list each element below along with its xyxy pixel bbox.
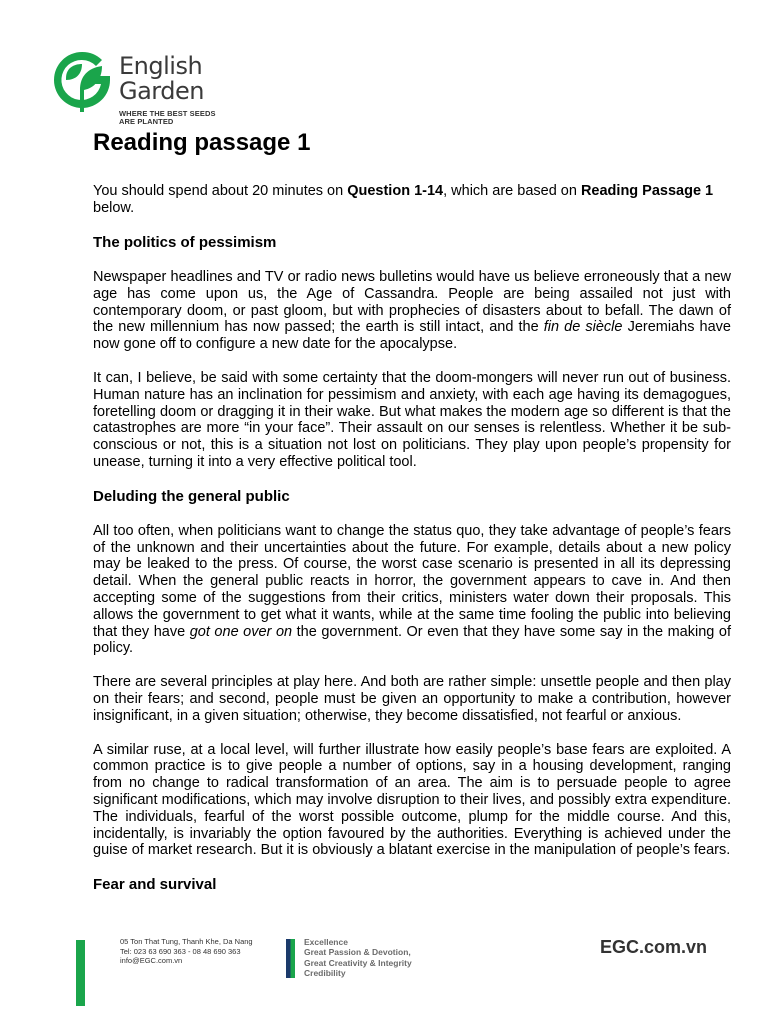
intro-question-range: Question 1-14 [347,183,444,199]
footer-email-line: info@EGC.com.vn [120,956,183,965]
instructions [93,183,731,217]
logo-tagline [119,110,216,126]
footer-address-line: 05 Ton That Tung, Thanh Khe, Da Nang [120,937,253,946]
footer-website: EGC.com.vn [600,937,708,957]
paragraph-text: the government. Or even that they have some say in the making of policy. [93,623,732,657]
logo-name-line1: English [119,52,203,80]
intro-text: below. [93,200,135,216]
paragraph-text: Jeremiahs have now gone off to configure a new date for the apocalypse. [93,319,731,353]
paragraph-text: Newspaper headlines and TV or radio news bulletins would have us believe erroneously that a new age has come upon us, the Age of Cassandra. People are being assailed not just with contemporary doom, or past gloom, but with prophecies of disasters about to befall. The dawn of the new millennium has now passed; the earth is still intact, and the [93,269,731,336]
intro-passage-name: Reading Passage 1 [580,183,714,199]
footer-values-bar [286,939,295,978]
section-heading-politics: The politics of pessimism [93,234,277,251]
paragraph: It can, I believe, be said with some certainty that the doom-mongers will never run out of business. Human nature has an inclination for pessimism and anxiety, with each age having its demagogues, foretelling doom or dragging it in their wake. But what makes the modern age so different is that the catastrophes are more “in your face”. Their assault on our senses is relentless. Whether it be sub-conscious or not, this is a situation not lost on politicians. They play upon people’s propensity for unease, turning it into a very effective political tool. [93,369,731,470]
footer-value-line: Great Passion & Devotion, [304,947,411,958]
paragraph: A similar ruse, at a local level, will further illustrate how easily people’s base fears are exploited. A common practice is to give people a number of options, say in a housing development, ranging from no change to radical transformation of an area. The aim is to persuade people to agree significant modifications, which may involve disruption to their lives, and possibly extra expenditure. The individuals, fearful of the worst possible outcome, plump for the middle course. And this, incidentally, is invariably the option favoured by the authorities. Everything is achieved under the guise of market research. But it is obviously a blatant exercise in the manipulation of people’s fears. [93,741,731,859]
intro-text: , which are based on [443,183,581,199]
logo-name-line2: Garden [119,77,204,105]
page-title: Reading passage 1 [93,129,311,156]
paragraph: There are several principles at play here. And both are rather simple: unsettle people and then play on their fears; and second, people must be given an opportunity to make a contribution, however insignificant, in a given situation; otherwise, they become dissatisfied, not fearful or anxious. [93,674,731,724]
section-heading-deluding: Deluding the general public [93,487,290,505]
footer-values [304,937,412,978]
paragraph [93,523,731,657]
footer-value-line: Excellence [304,937,348,947]
footer-address [120,937,253,966]
paragraph-italic: fin de siècle [543,319,623,336]
footer-value-line: Great Creativity & Integrity [304,957,412,968]
footer-phone-line: Tel: 023 63 690 363 - 08 48 690 363 [120,946,241,956]
leaf-logo-icon [52,50,112,114]
logo-tagline-line2: ARE PLANTED [119,117,174,126]
paragraph-italic: got one over on [189,623,293,640]
intro-text: You should spend about 20 minutes on [93,183,348,199]
page-footer [0,930,768,1024]
logo-tagline-line1: WHERE THE BEST SEEDS [119,109,216,118]
footer-green-bar [76,940,85,1006]
footer-value-line: Credibility [304,967,346,978]
english-garden-logo [52,50,232,130]
document-body [93,128,731,894]
paragraph [93,269,731,353]
section-heading-fear: Fear and survival [93,876,217,894]
paragraph-text: All too often, when politicians want to change the status quo, they take advantage of people’s fears of the unknown and their uncertainties about the future. For example, details about a new policy may be leaked to the press. Of course, the worst case scenario is presented in all its depressing detail. When the general public reacts in horror, the government appears to cave in. And then accepting some of the suggestions from their critics, ministers water down their proposals. This allows the government to get what it wants, while at the same time fooling the public into believing that they have [93,522,731,640]
